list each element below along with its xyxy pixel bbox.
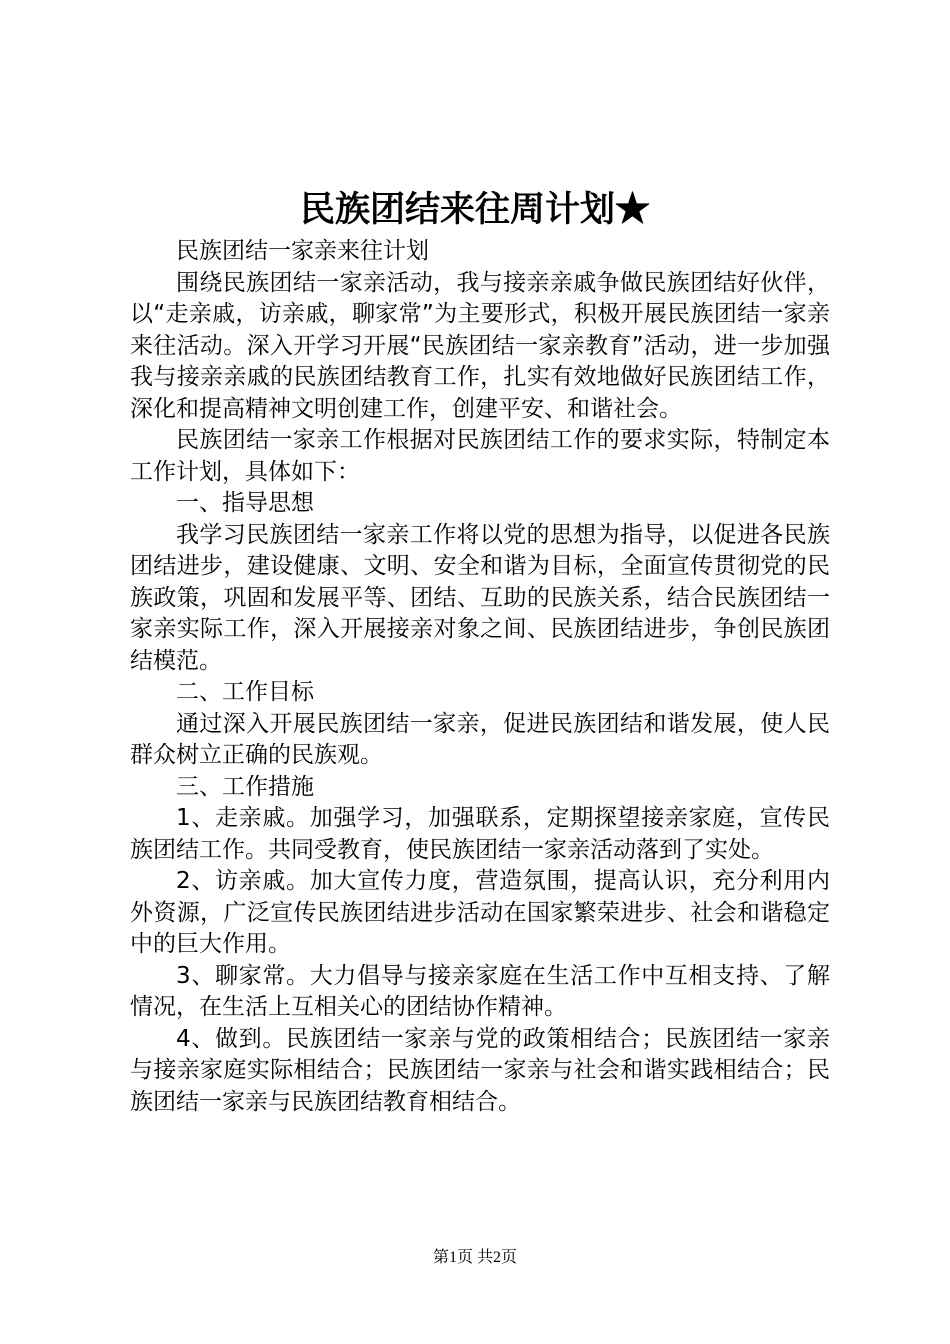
- measure-item-1: 1、走亲戚。加强学习，加强联系，定期探望接亲家庭，宣传民族团结工作。共同受教育，使民族团结一家亲活动落到了实处。: [130, 805, 830, 863]
- page-footer: 第1页 共2页: [432, 1249, 517, 1266]
- section-heading-guiding-thought: 一、指导思想: [176, 490, 314, 516]
- paragraph-guiding-thought: 我学习民族团结一家亲工作将以党的思想为指导，以促进各民族团结进步，建设健康、文明、安全和谐为目标，全面宣传贯彻党的民族政策，巩固和发展平等、团结、互助的民族关系，结合民族团结一家亲实际工作，深入开展接亲对象之间、民族团结进步，争创民族团结模范。: [130, 521, 830, 674]
- document-body: [130, 236, 830, 1118]
- section-heading-work-goal: 二、工作目标: [176, 679, 314, 705]
- measure-item-2: 2、访亲戚。加大宣传力度，营造氛围，提高认识，充分利用内外资源，广泛宣传民族团结进步活动在国家繁荣进步、社会和谐稳定中的巨大作用。: [130, 868, 830, 957]
- paragraph-purpose: 民族团结一家亲工作根据对民族团结工作的要求实际，特制定本工作计划，具体如下：: [130, 427, 830, 485]
- document-title: 民族团结来往周计划★: [299, 189, 650, 230]
- measure-item-3: 3、聊家常。大力倡导与接亲家庭在生活工作中互相支持、了解情况，在生活上互相关心的团结协作精神。: [130, 962, 830, 1020]
- paragraph-heading: 民族团结一家亲来往计划: [176, 238, 429, 264]
- paragraph-intro: 围绕民族团结一家亲活动，我与接亲亲戚争做民族团结好伙伴，以“走亲戚，访亲戚，聊家常”为主要形式，积极开展民族团结一家亲来往活动。深入开学习开展“民族团结一家亲教育”活动，进一步加强我与接亲亲戚的民族团结教育工作，扎实有效地做好民族团结工作，深化和提高精神文明创建工作，创建平安、和谐社会。: [130, 269, 830, 422]
- measure-item-4: 4、做到。民族团结一家亲与党的政策相结合；民族团结一家亲与接亲家庭实际相结合；民族团结一家亲与社会和谐实践相结合；民族团结一家亲与民族团结教育相结合。: [130, 1025, 830, 1115]
- paragraph-work-goal: 通过深入开展民族团结一家亲，促进民族团结和谐发展，使人民群众树立正确的民族观。: [130, 710, 830, 768]
- section-heading-work-measures: 三、工作措施: [176, 773, 314, 800]
